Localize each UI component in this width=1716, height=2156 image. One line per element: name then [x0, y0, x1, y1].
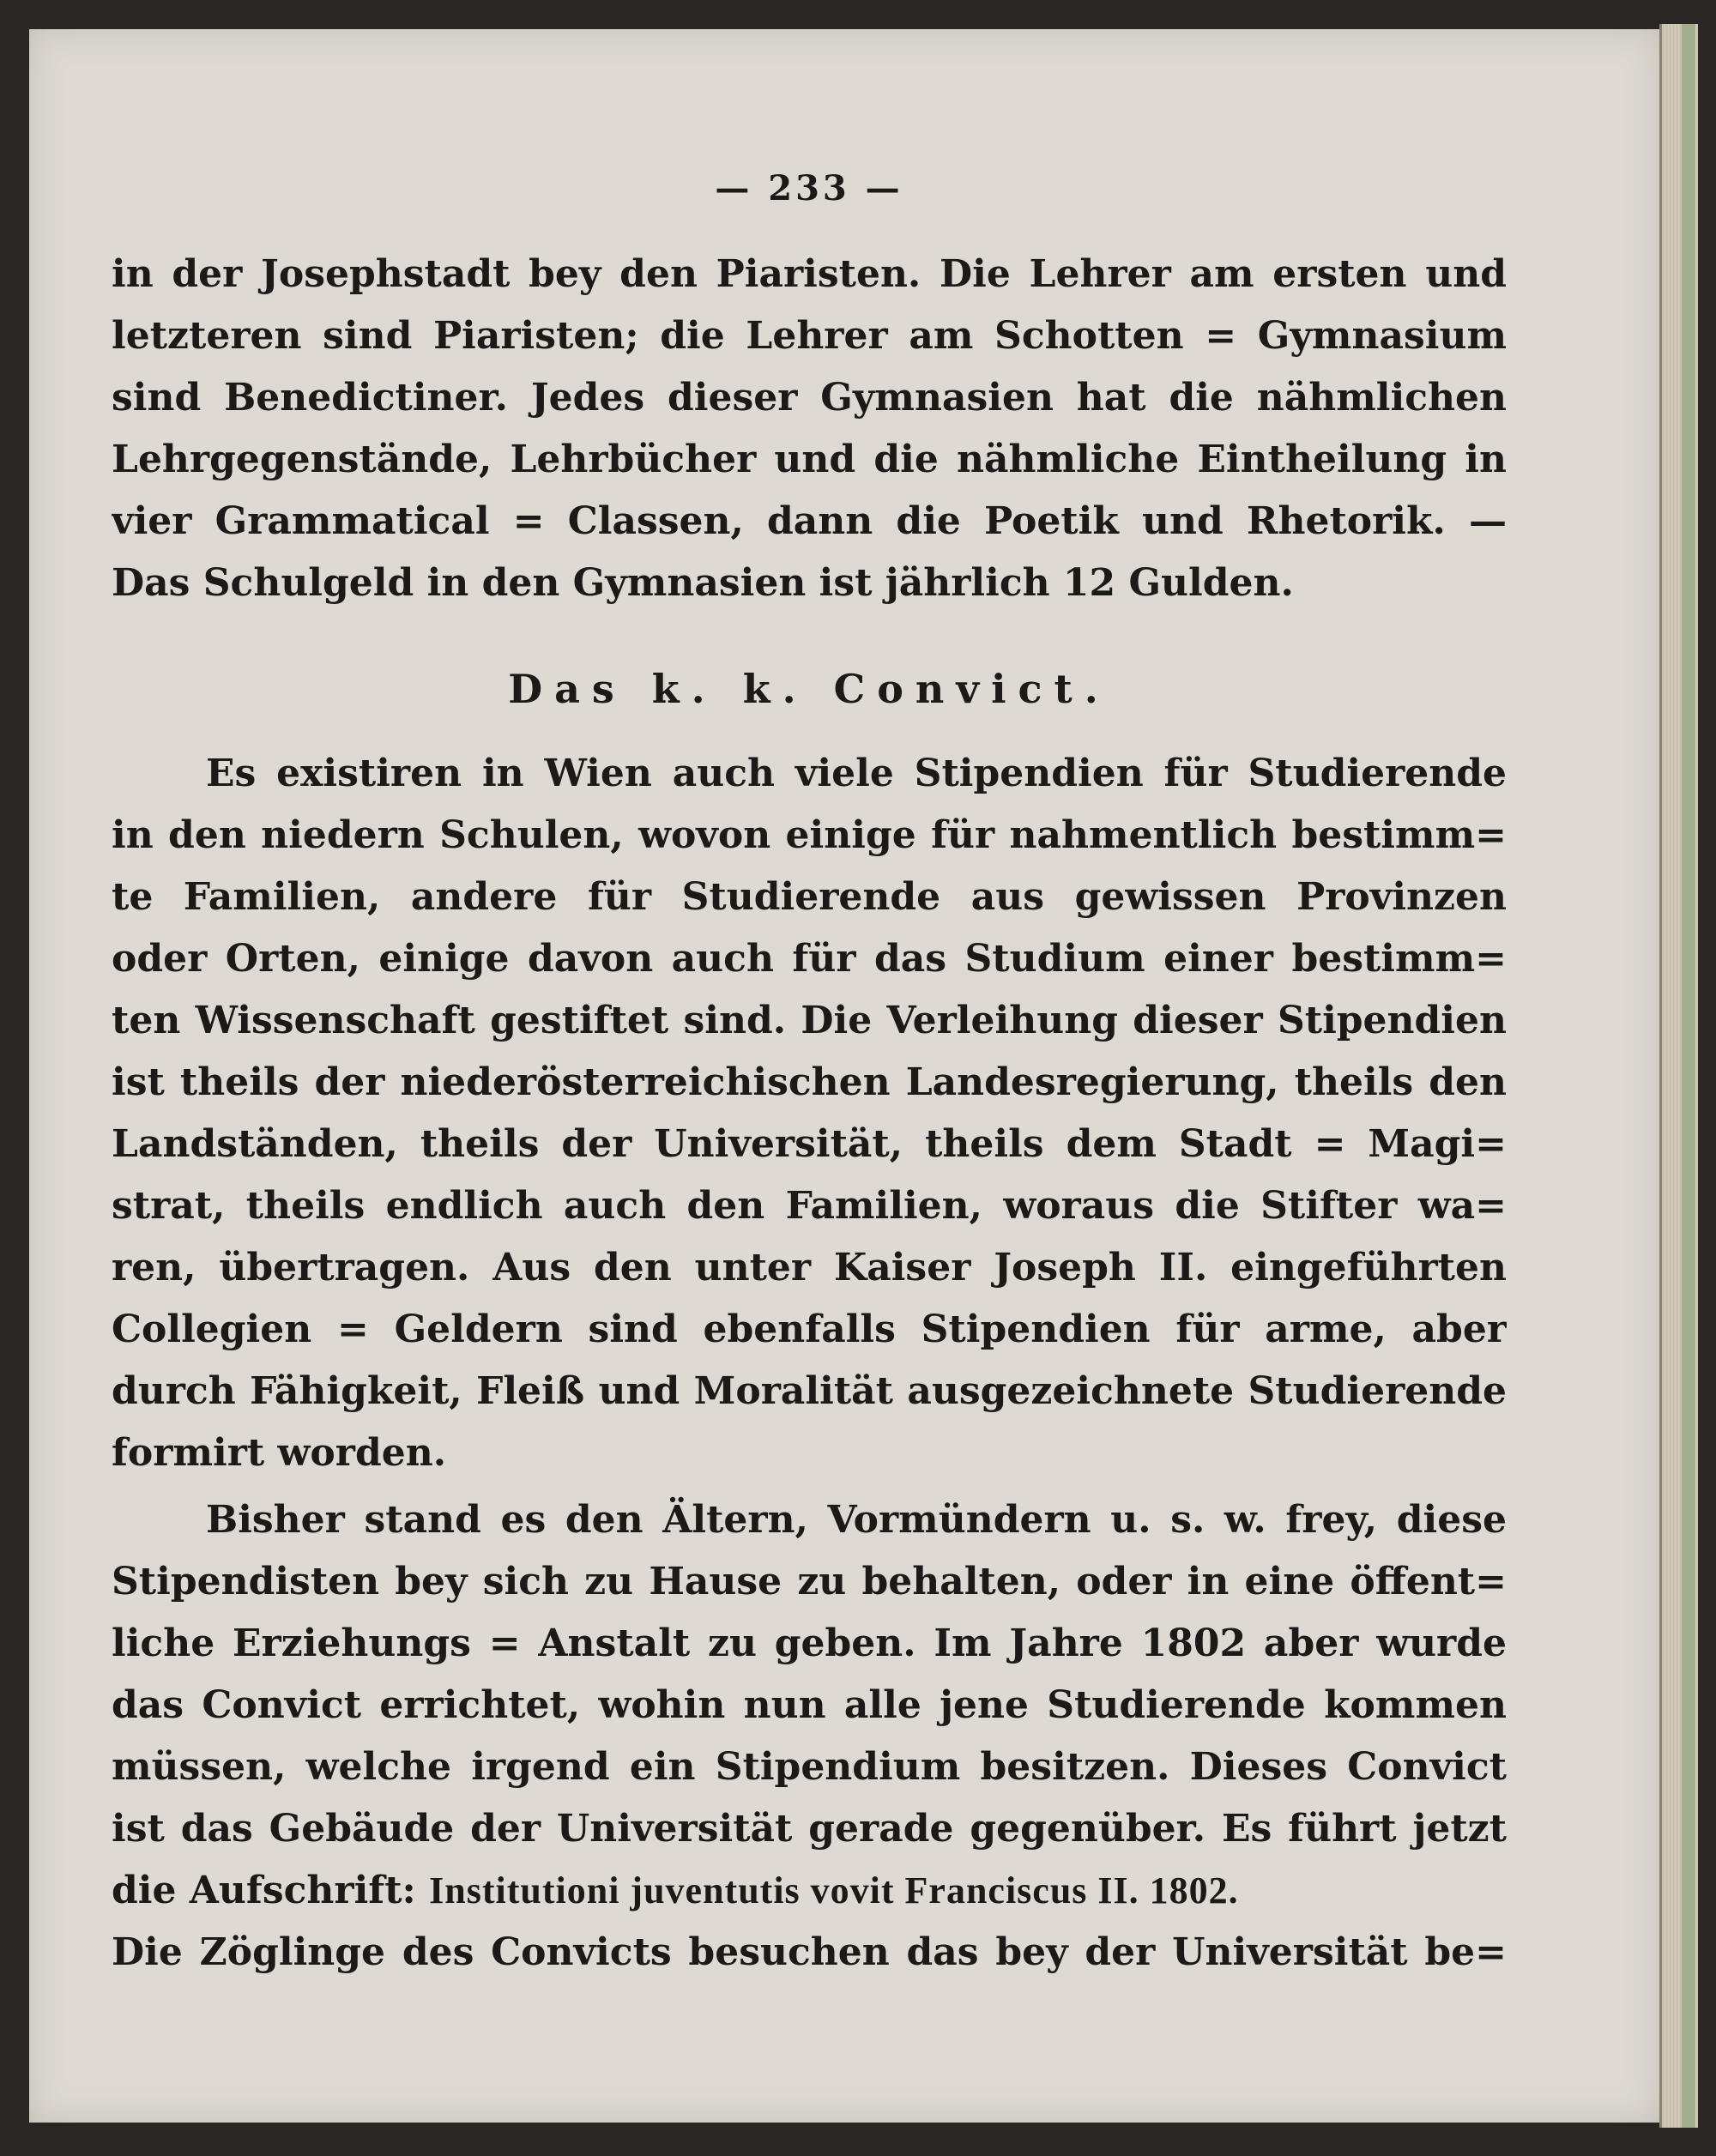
text-line: Das Schulgeld in den Gymnasien ist jährlich 12 Gulden.	[112, 561, 1294, 605]
book-page	[29, 29, 1659, 2123]
text-line: müssen, welche irgend ein Stipendium besitzen. Dieses Convict	[112, 1745, 1507, 1789]
page-edge-green	[1682, 24, 1695, 2128]
text-line: Es existiren in Wien auch viele Stipendien für Studierende	[206, 752, 1507, 795]
text-line: das Convict errichtet, wohin nun alle jene Studierende kommen	[112, 1683, 1507, 1727]
section-heading: Das k. k. Convict.	[508, 666, 1110, 712]
text-line: Stipendisten bey sich zu Hause zu behalten, oder in eine öffent=	[112, 1560, 1507, 1603]
text-line-start: die Aufschrift:	[112, 1869, 430, 1912]
text-line: strat, theils endlich auch den Familien, woraus die Stifter wa=	[112, 1184, 1507, 1228]
text-line: oder Orten, einige davon auch für das Studium einer bestimm=	[112, 937, 1507, 981]
text-line: ten Wissenschaft gestiftet sind. Die Verleihung dieser Stipendien	[112, 999, 1507, 1042]
text-line: Landständen, theils der Universität, theils dem Stadt = Magi=	[112, 1122, 1507, 1166]
text-line: Collegien = Geldern sind ebenfalls Stipendien für arme, aber	[112, 1307, 1507, 1351]
page-number: — 233 —	[715, 168, 903, 208]
text-line: sind Benedictiner. Jedes dieser Gymnasien hat die nähmlichen	[112, 376, 1507, 420]
text-line: vier Grammatical = Classen, dann die Poetik und Rhetorik. —	[112, 499, 1507, 543]
text-line: te Familien, andere für Studierende aus gewissen Provinzen	[112, 875, 1507, 919]
text-line: ist theils der niederösterreichischen Landesregierung, theils den	[112, 1060, 1507, 1104]
text-line: durch Fähigkeit, Fleiß und Moralität ausgezeichnete Studierende	[112, 1369, 1507, 1413]
text-line: ist das Gebäude der Universität gerade gegenüber. Es führt jetzt	[112, 1807, 1507, 1851]
text-line: in der Josephstadt bey den Piaristen. Die Lehrer am ersten und	[112, 252, 1507, 296]
text-line: formirt worden.	[112, 1431, 447, 1475]
text-line: Bisher stand es den Ältern, Vormündern u. s. w. frey, diese	[206, 1498, 1507, 1542]
text-line: in den niedern Schulen, wovon einige für nahmentlich bestimm=	[112, 813, 1507, 857]
text-line: Lehrgegenstände, Lehrbücher und die nähmliche Eintheilung in	[112, 438, 1507, 481]
latin-inscription: Institutioni juventutis vovit Franciscus II. 1802.	[429, 1869, 1239, 1911]
text-line: ren, übertragen. Aus den unter Kaiser Joseph II. eingeführten	[112, 1246, 1507, 1289]
text-line: letzteren sind Piaristen; die Lehrer am Schotten = Gymnasium	[112, 314, 1507, 358]
text-line	[112, 1867, 1507, 1915]
text-line: liche Erziehungs = Anstalt zu geben. Im Jahre 1802 aber wurde	[112, 1622, 1507, 1665]
text-line: Die Zöglinge des Convicts besuchen das bey der Universität be=	[112, 1930, 1507, 1974]
